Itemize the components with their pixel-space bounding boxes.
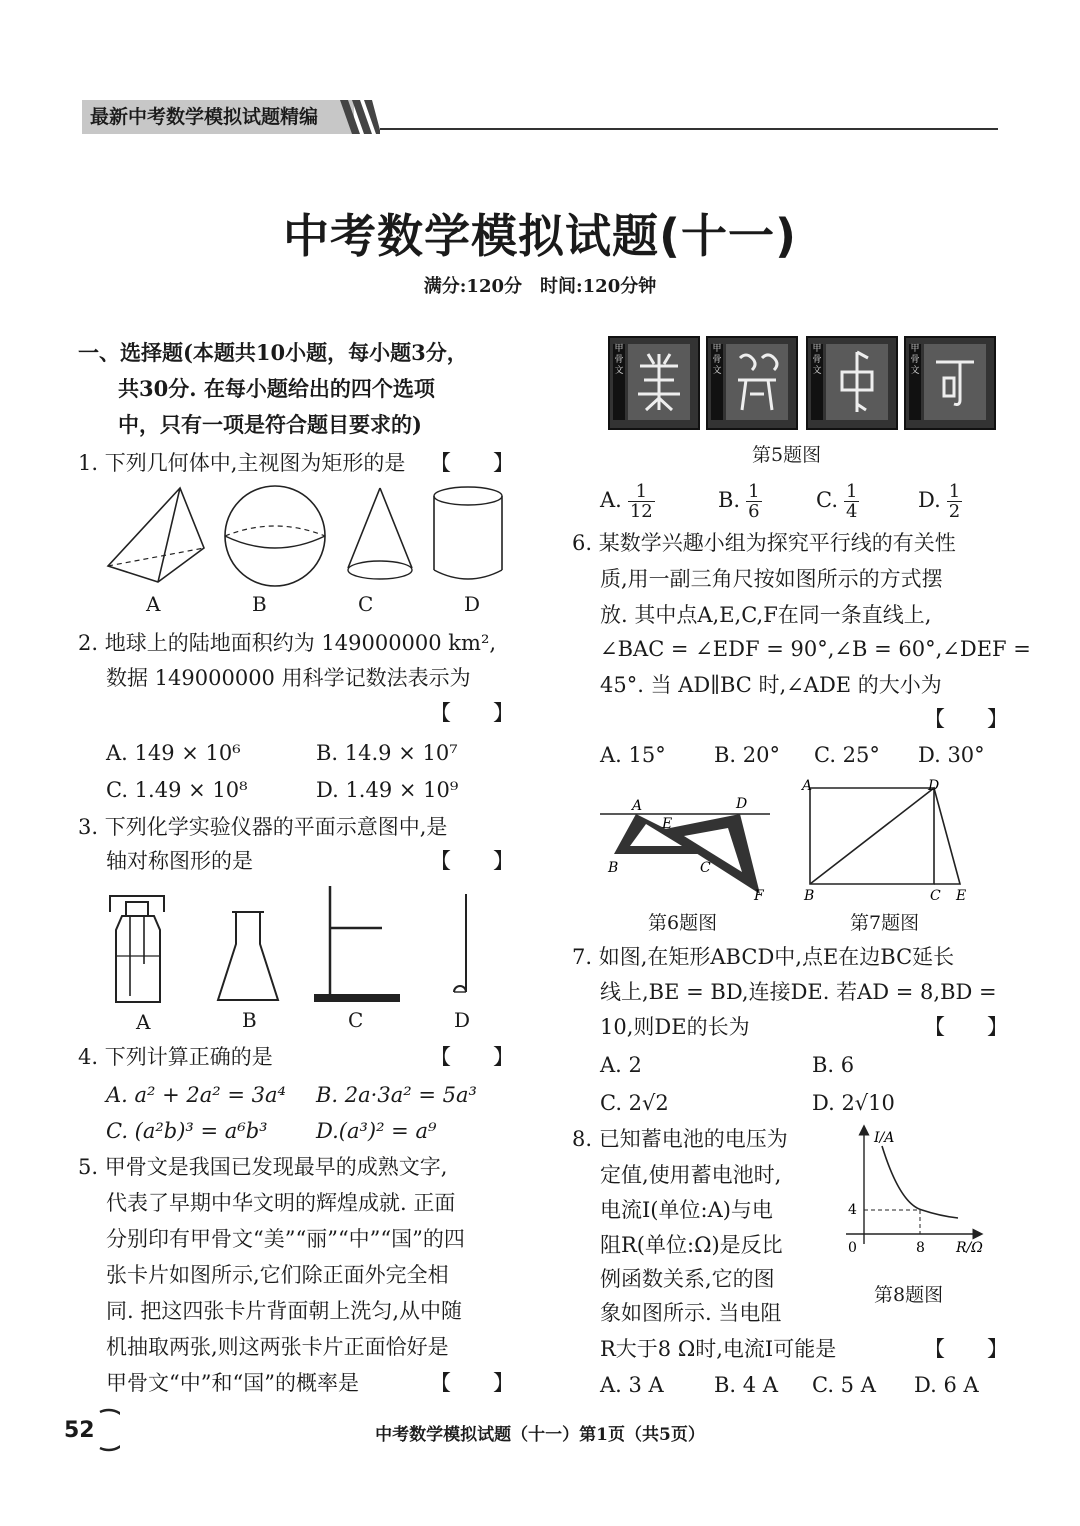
card-glyph	[726, 344, 788, 420]
q3-label-b: B	[242, 1008, 257, 1032]
q6-answer-bracket: 【 】	[924, 707, 1008, 731]
q6-option-d: D. 30°	[918, 743, 985, 767]
q8-stem-7: R大于8 Ω时,电流I可能是	[600, 1337, 837, 1361]
q7-stem-2: 线上,BE = BD,连接DE. 若AD = 8,BD =	[600, 980, 997, 1004]
q7-option-a: A. 2	[600, 1053, 642, 1077]
q6-stem-5: 45°. 当 AD∥BC 时,∠ADE 的大小为	[600, 673, 942, 697]
q8-stem-3: 电流I(单位:A)与电	[600, 1198, 773, 1222]
q5-option-d	[918, 478, 962, 522]
card-side-label: 甲骨文	[613, 344, 625, 420]
q8-x-tick: 8	[916, 1240, 925, 1256]
q1-stem: 1. 下列几何体中,主视图为矩形的是	[78, 451, 406, 475]
q8-option-b: B. 4 A	[714, 1373, 778, 1397]
q5-stem-3: 分别印有甲骨文“美”“丽”“中”“国”的四	[106, 1227, 465, 1251]
q5-stem-7: 甲骨文“中”和“国”的概率是	[106, 1371, 359, 1395]
q1-answer-bracket: 【 】	[430, 451, 514, 475]
q3-label-a: A	[136, 1010, 151, 1034]
q5-stem-4: 张卡片如图所示,它们除正面外完全相	[106, 1263, 449, 1287]
q8-option-d: D. 6 A	[914, 1373, 979, 1397]
card-side-label: 甲骨文	[909, 344, 921, 420]
q7-option-c: C. 2√2	[600, 1091, 669, 1115]
q8-inverse-function-graph	[840, 1124, 990, 1260]
q8-stem-4: 阻R(单位:Ω)是反比	[600, 1233, 783, 1257]
q1-label-a: A	[146, 592, 161, 616]
q5-option-d-letter: D.	[918, 488, 941, 512]
q8-stem-1: 8. 已知蓄电池的电压为	[572, 1127, 788, 1151]
q4-stem: 4. 下列计算正确的是	[78, 1045, 273, 1069]
q7-answer-bracket: 【 】	[924, 1015, 1008, 1039]
q3-label-c: C	[348, 1008, 364, 1032]
q8-option-c: C. 5 A	[812, 1373, 876, 1397]
header-stripes	[340, 100, 380, 134]
q8-stem-6: 象如图所示. 当电阻	[600, 1301, 782, 1325]
section1-heading-3: 中，只有一项是符合题目要求的)	[118, 412, 422, 437]
q2-answer-bracket: 【 】	[430, 701, 514, 725]
q6-option-c: C. 25°	[814, 743, 880, 767]
q5-option-c-fraction: $\frac{1}{4}$	[846, 481, 858, 522]
q2-option-a: A. 149 × 10⁶	[106, 741, 241, 765]
q1-label-d: D	[464, 592, 481, 616]
card-glyph	[826, 344, 888, 420]
q2-option-d: D. 1.49 × 10⁹	[316, 778, 459, 802]
q7-stem-3: 10,则DE的长为	[600, 1015, 750, 1039]
oracle-card-guo	[904, 336, 996, 430]
series-header: 最新中考数学模拟试题精编	[82, 100, 354, 134]
q2-option-c: C. 1.49 × 10⁸	[106, 778, 248, 802]
q8-y-tick: 4	[848, 1202, 857, 1218]
q6-point-a: A	[632, 798, 643, 814]
q6-point-c: C	[700, 860, 711, 876]
page-footer: 中考数学模拟试题（十一）第1页（共5页）	[375, 1425, 705, 1445]
q1-label-c: C	[358, 592, 374, 616]
q1-solids-figure	[100, 482, 510, 592]
section1-heading-1: 一、选择题(本题共10小题，每小题3分，	[78, 340, 468, 365]
q6-stem-4: ∠BAC = ∠EDF = 90°,∠B = 60°,∠DEF =	[600, 637, 1031, 661]
q7-point-b: B	[804, 888, 815, 904]
q7-option-d: D. 2√10	[812, 1091, 895, 1115]
q8-figure-caption: 第8题图	[874, 1284, 944, 1306]
q5-stem-2: 代表了早期中华文明的辉煌成就. 正面	[106, 1191, 456, 1215]
q5-option-a	[600, 478, 655, 522]
q6-stem-1: 6. 某数学兴趣小组为探究平行线的有关性	[572, 531, 956, 555]
q3-stem-1: 3. 下列化学实验仪器的平面示意图中,是	[78, 815, 448, 839]
q8-stem-2: 定值,使用蓄电池时,	[600, 1163, 782, 1187]
q5-option-c-letter: C.	[816, 488, 838, 512]
q6-point-b: B	[608, 860, 619, 876]
q7-rectangle-figure	[800, 776, 980, 906]
q4-answer-bracket: 【 】	[430, 1045, 514, 1069]
q7-point-a: A	[802, 778, 813, 794]
page-title: 中考数学模拟试题(十一)	[282, 209, 798, 263]
q8-stem-5: 例函数关系,它的图	[600, 1267, 775, 1291]
q3-answer-bracket: 【 】	[430, 849, 514, 873]
q7-point-c: C	[930, 888, 941, 904]
q7-point-e: E	[956, 888, 967, 904]
q8-y-axis-label: I/A	[874, 1130, 895, 1146]
q6-triangle-rulers-figure	[600, 792, 780, 904]
q6-option-b: B. 20°	[714, 743, 781, 767]
q4-option-d: D.(a³)² = a⁹	[316, 1119, 437, 1143]
q5-answer-bracket: 【 】	[430, 1371, 514, 1395]
q5-option-a-letter: A.	[600, 488, 622, 512]
q6-stem-2: 质,用一副三角尺按如图所示的方式摆	[600, 567, 943, 591]
card-glyph	[628, 344, 690, 420]
q6-point-e: E	[662, 816, 673, 832]
q7-figure-caption: 第7题图	[850, 912, 920, 934]
q4-option-b: B. 2a·3a² = 5a³	[316, 1083, 477, 1107]
card-side-label: 甲骨文	[711, 344, 723, 420]
oracle-card-li	[706, 336, 798, 430]
section1-heading-2: 共30分. 在每小题给出的四个选项	[118, 376, 435, 401]
q7-point-d: D	[928, 778, 940, 794]
oracle-card-mei	[608, 336, 700, 430]
q5-stem-5: 同. 把这四张卡片背面朝上洗匀,从中随	[106, 1299, 463, 1323]
q6-point-d: D	[736, 796, 748, 812]
q5-figure-caption: 第5题图	[752, 444, 822, 466]
page-number: 52	[64, 1418, 95, 1443]
oracle-card-zhong	[806, 336, 898, 430]
q7-stem-1: 7. 如图,在矩形ABCD中,点E在边BC延长	[572, 945, 955, 969]
q6-stem-3: 放. 其中点A,E,C,F在同一条直线上,	[600, 603, 932, 627]
card-glyph	[924, 344, 986, 420]
q5-option-b-fraction: $\frac{1}{6}$	[748, 481, 760, 522]
exam-info: 满分:120分 时间:120分钟	[423, 276, 657, 297]
header-rule	[380, 128, 998, 130]
card-side-label: 甲骨文	[811, 344, 823, 420]
q5-option-b	[718, 478, 762, 522]
q2-stem-1: 2. 地球上的陆地面积约为 149000000 km²,	[78, 631, 497, 655]
q8-option-a: A. 3 A	[600, 1373, 664, 1397]
q3-label-d: D	[454, 1008, 471, 1032]
q3-stem-2: 轴对称图形的是	[106, 849, 253, 873]
q5-option-c	[816, 478, 859, 522]
q6-figure-caption: 第6题图	[648, 912, 718, 934]
q5-option-b-letter: B.	[718, 488, 741, 512]
q5-option-a-fraction: $\frac{1}{12}$	[629, 481, 653, 522]
q1-label-b: B	[252, 592, 267, 616]
q2-option-b: B. 14.9 × 10⁷	[316, 741, 458, 765]
q7-option-b: B. 6	[812, 1053, 855, 1077]
q8-answer-bracket: 【 】	[924, 1337, 1008, 1361]
q8-x-axis-label: R/Ω	[956, 1240, 983, 1256]
q8-origin-label: 0	[848, 1240, 857, 1256]
q5-stem-1: 5. 甲骨文是我国已发现最早的成熟文字,	[78, 1155, 448, 1179]
q6-point-f: F	[754, 888, 764, 904]
q5-option-d-fraction: $\frac{1}{2}$	[948, 481, 961, 522]
q6-option-a: A. 15°	[600, 743, 666, 767]
q4-option-a: A. a² + 2a² = 3a⁴	[106, 1083, 286, 1107]
q2-stem-2: 数据 149000000 用科学记数法表示为	[106, 666, 471, 690]
q5-stem-6: 机抽取两张,则这两张卡片正面恰好是	[106, 1335, 449, 1359]
q4-option-c: C. (a²b)³ = a⁶b³	[106, 1119, 268, 1143]
q3-apparatus-figure	[100, 884, 510, 1010]
